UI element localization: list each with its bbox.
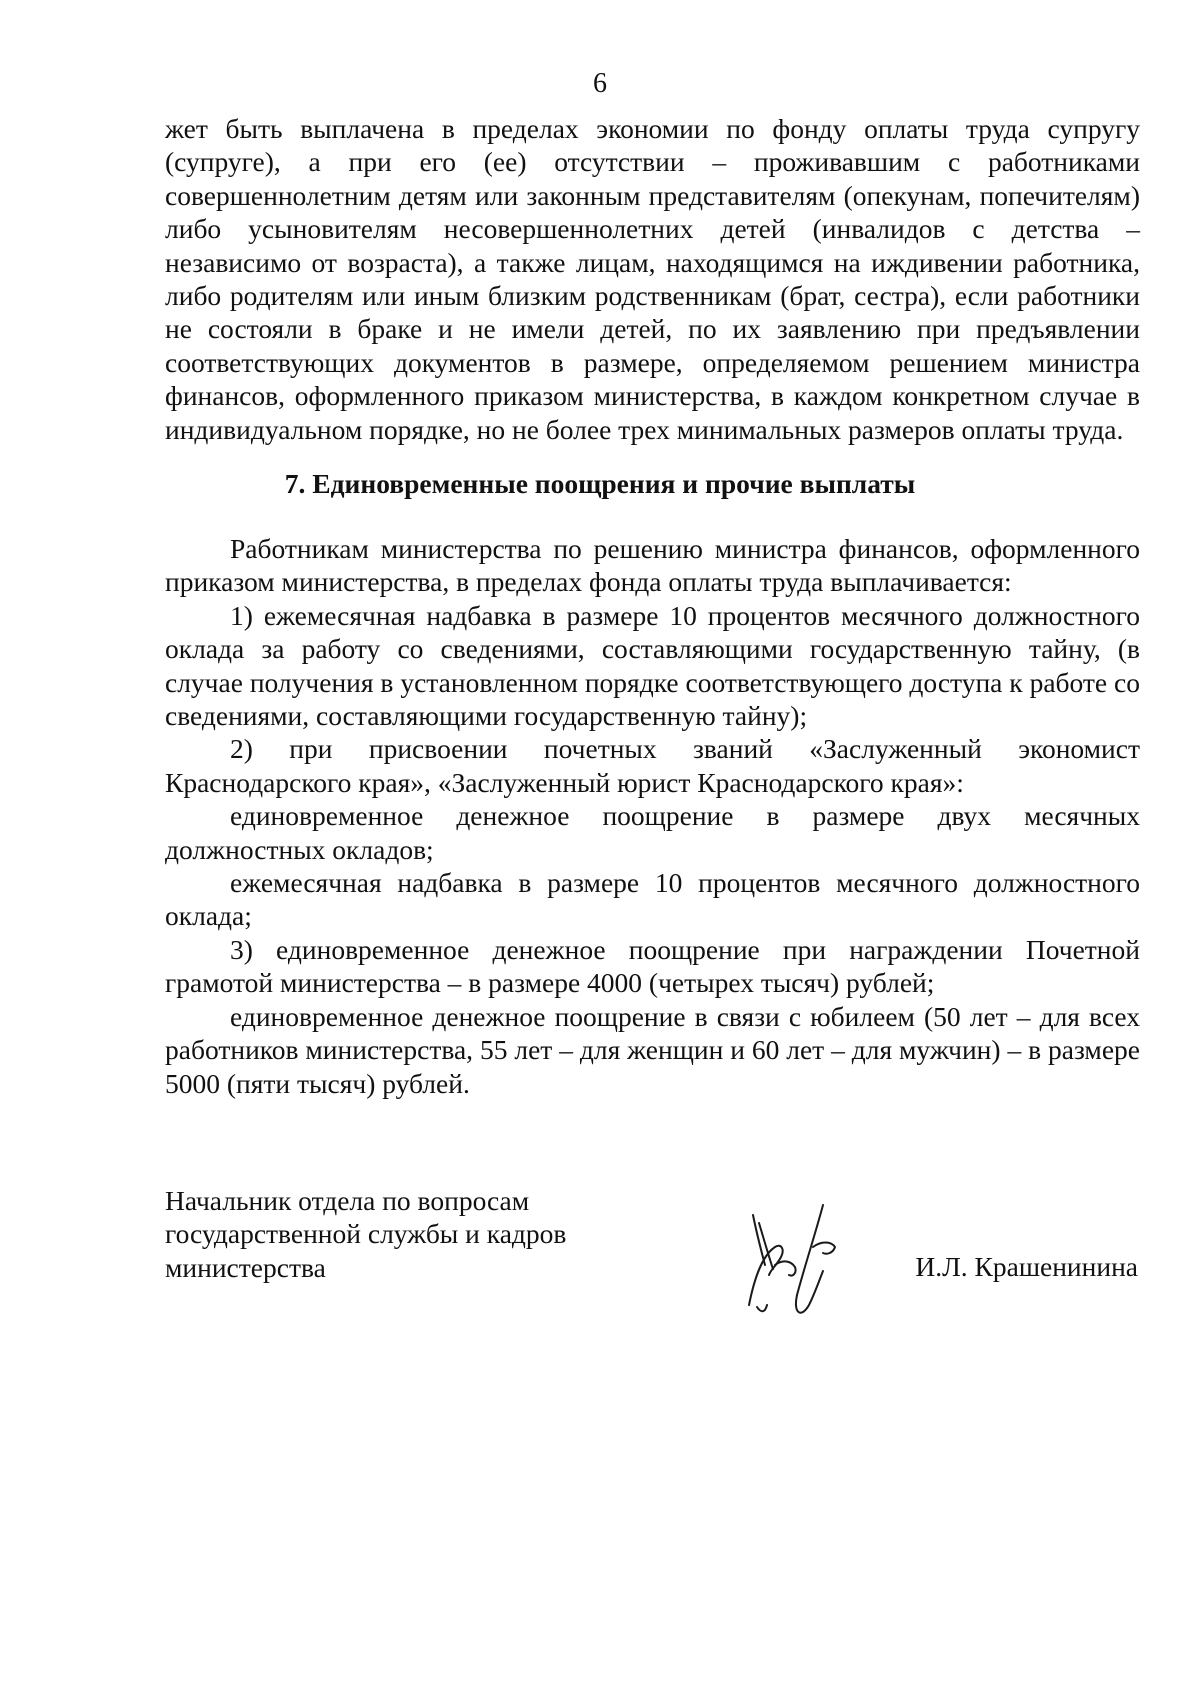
page-number: 6: [593, 68, 607, 99]
section-body: [165, 532, 1140, 1100]
item-3-paragraph: 3) единовременное денежное поощрение при награждении Почетной грамотой министерства – в размере 4000 (четырех тысяч) рублей;: [165, 933, 1140, 999]
item-3-anniversary-paragraph: единовременное денежное поощрение в связи с юбилеем (50 лет – для всех работников министерства, 55 лет – для женщин и 60 лет – для мужчин) – в размере 5000 (пяти тысяч) рублей.: [165, 1000, 1140, 1099]
item-2-bonus-paragraph: единовременное денежное поощрение в размере двух месячных должностных окладов;: [165, 800, 1140, 865]
section-intro-paragraph: Работникам министерства по решению министра финансов, оформленного приказом министерства, в пределах фонда оплаты труда выплачивается:: [165, 533, 1140, 598]
continuation-paragraph-block: [165, 112, 1140, 446]
item-2-allowance-paragraph: ежемесячная надбавка в размере 10 процентов месячного должностного оклада;: [165, 867, 1140, 932]
item-1-paragraph: 1) ежемесячная надбавка в размере 10 процентов месячного должностного оклада за работу со сведениями, составляющими государственную тайну, (в случае получения в установленном порядке соответствующего доступа к работе со сведениями, составляющими государственную тайну);: [165, 599, 1140, 732]
signatory-position-line: министерства: [165, 1251, 326, 1283]
signatory-position-line: государственной службы и кадров: [165, 1218, 567, 1250]
signatory-position-line: Начальник отдела по вопросам: [165, 1185, 530, 1216]
section-heading: 7. Единовременные поощрения и прочие выплаты: [284, 468, 916, 499]
signatory-name: И.Л. Крашенинина: [915, 1251, 1138, 1282]
handwritten-signature: [735, 1195, 855, 1325]
signatory-position: [165, 1184, 566, 1284]
continuation-paragraph: жет быть выплачена в пределах экономии по фонду оплаты труда супругу (супруге), а при его (ее) отсутствии – проживавшим с работниками совершеннолетним детям или законным представителям (опекунам, попечителям) либо усыновителям несовершеннолетних детей (инвалидов с детства – независимо от возраста), а также лицам, находящимся на иждивении работника, либо родителям или иным близким родственникам (брат, сестра), если работники не состояли в браке и не имели детей, по их заявлению при предъявлении соответствующих документов в размере, определяемом решением министра финансов, оформленного приказом министерства, в каждом конкретном случае в индивидуальном порядке, но не более трех минимальных размеров оплаты труда.: [165, 113, 1140, 445]
item-2-paragraph: 2) при присвоении почетных званий «Заслуженный экономист Краснодарского края», «Заслуженный юрист Краснодарского края»:: [165, 733, 1140, 798]
